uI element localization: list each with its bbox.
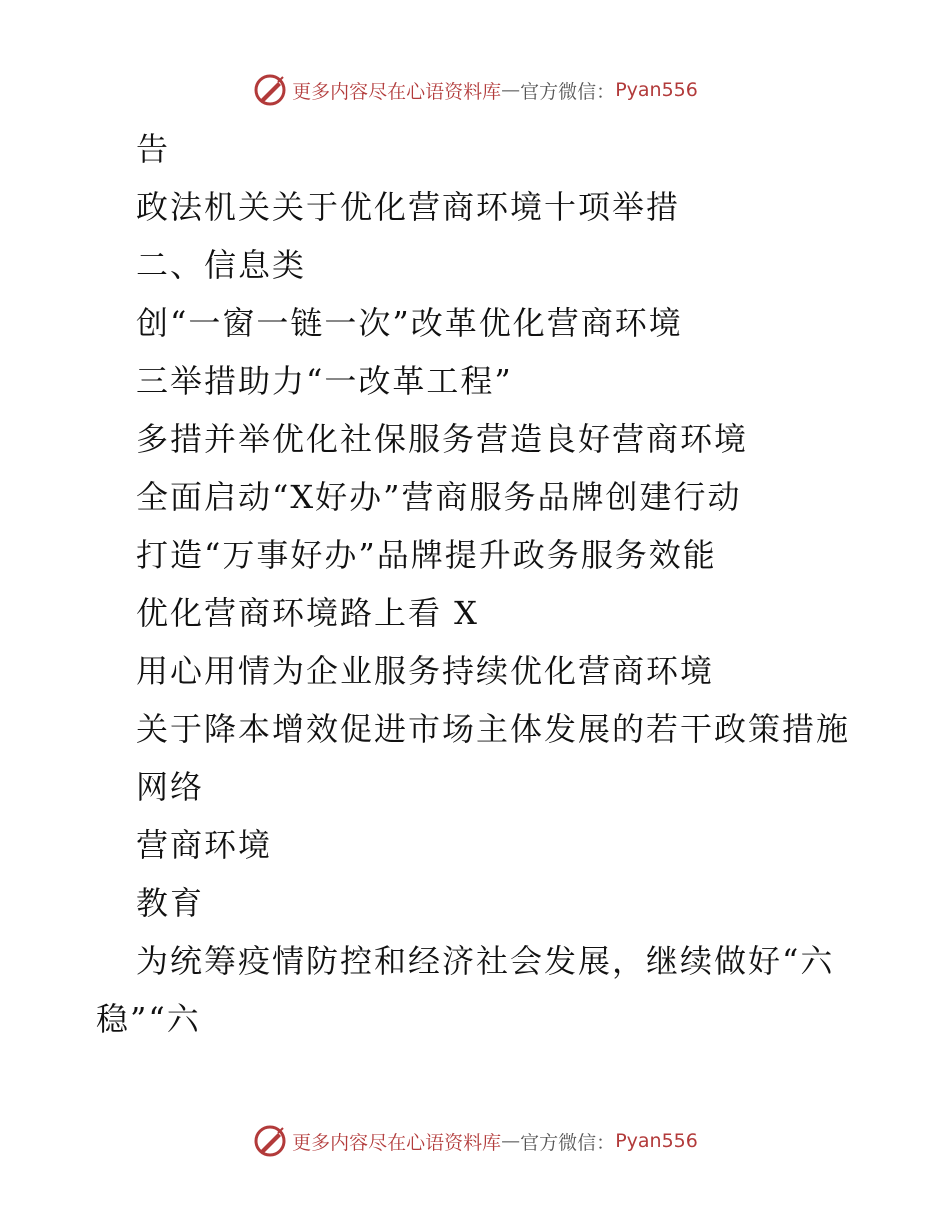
text-line: 打造“万事好办”品牌提升政务服务效能 (136, 536, 717, 574)
body-paragraph: 为统筹疫情防控和经济社会发展，继续做好“六稳”“六 (96, 942, 835, 1038)
text-line: 三举措助力“一改革工程” (136, 362, 513, 400)
text-line: 教育 (136, 884, 205, 922)
document-body (96, 120, 866, 1048)
watermark-separator: — (501, 1130, 521, 1152)
text-line: 优化营商环境路上看 X (136, 594, 479, 632)
text-line: 多措并举优化社保服务营造良好营商环境 (136, 420, 749, 458)
watermark-brand: 更多内容尽在心语资料库 (292, 80, 502, 103)
section-heading: 二、信息类 (136, 246, 307, 284)
watermark-wechat-id: Pyan556 (615, 79, 698, 101)
text-line: 网络 (136, 768, 205, 806)
watermark-brand: 更多内容尽在心语资料库 (292, 1131, 502, 1154)
text-line: 全面启动“X好办”营商服务品牌创建行动 (136, 478, 742, 516)
text-line: 政法机关关于优化营商环境十项举措 (136, 188, 681, 226)
watermark-official-label: 官方微信： (520, 80, 616, 103)
watermark-official-label: 官方微信： (520, 1131, 616, 1154)
watermark-separator: — (501, 79, 521, 101)
text-line: 营商环境 (136, 826, 273, 864)
header-watermark (0, 70, 950, 110)
quill-logo-icon (252, 72, 288, 108)
watermark-wechat-id: Pyan556 (615, 1130, 698, 1152)
quill-logo-icon (252, 1123, 288, 1159)
text-line: 关于降本增效促进市场主体发展的若干政策措施 (136, 710, 851, 748)
text-line: 告 (136, 130, 171, 168)
text-line: 用心用情为企业服务持续优化营商环境 (136, 652, 715, 690)
text-line: 创“一窗一链一次”改革优化营商环境 (136, 304, 683, 342)
footer-watermark (0, 1121, 950, 1161)
